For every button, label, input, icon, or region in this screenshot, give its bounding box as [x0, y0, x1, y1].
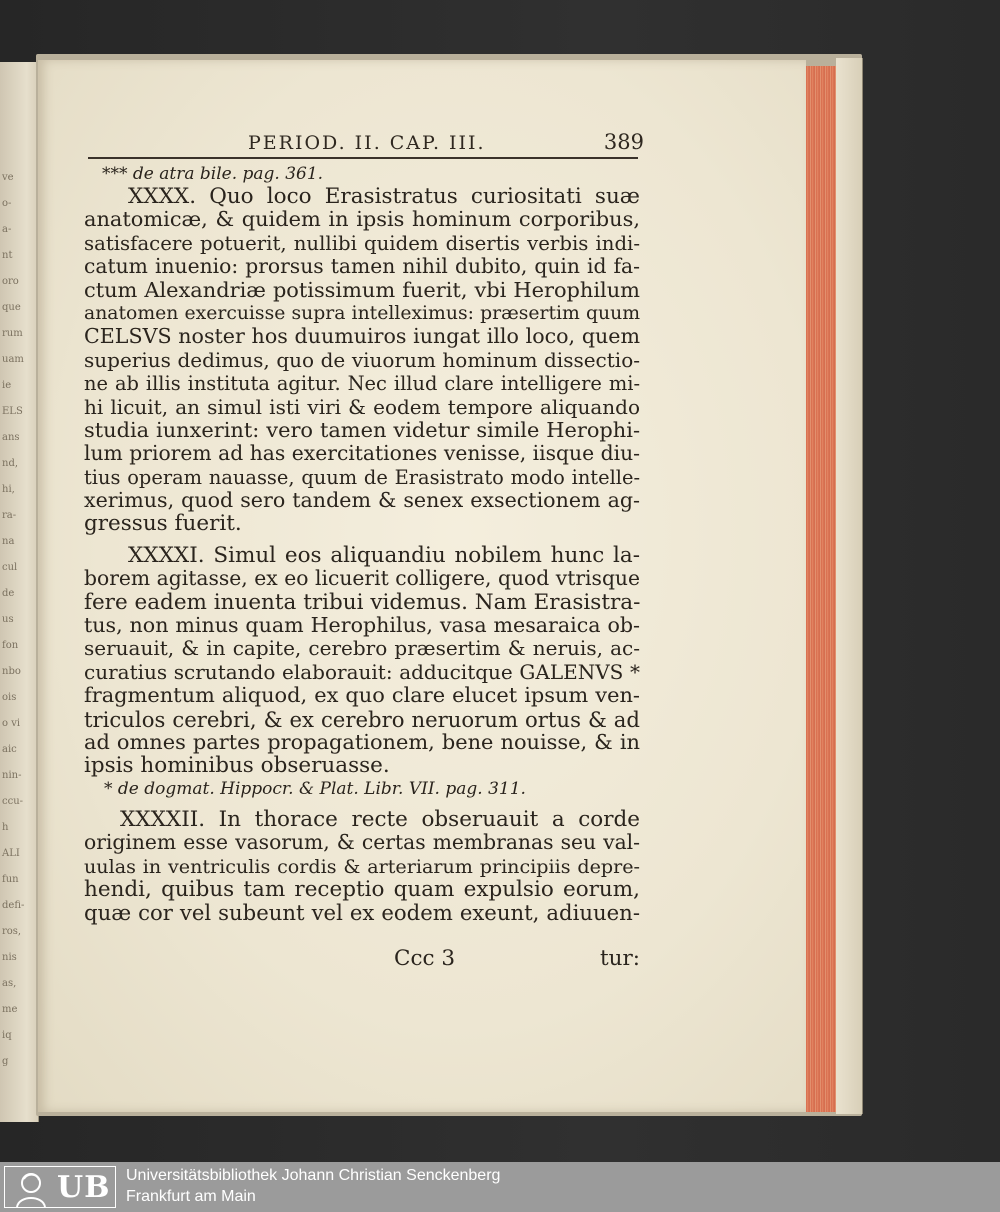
left-page-fragment: me — [2, 1004, 18, 1015]
text-line: fragmentum aliquod, ex quo clare elucet ipsum ven- — [84, 683, 640, 708]
text-line: superius dedimus, quo de viuorum hominum dissectio- — [84, 347, 640, 372]
running-head: PERIOD. II. CAP. III. — [248, 132, 486, 154]
left-page-fragment: ois — [2, 692, 17, 703]
left-page-fragment: de — [2, 588, 15, 599]
left-page-fragment: nin- — [2, 770, 22, 781]
left-page-fragment: a- — [2, 224, 12, 235]
text-line: fere eadem inuenta tribui videmus. Nam Erasistra- — [84, 589, 641, 615]
text-line: quæ cor vel subeunt vel ex eodem exeunt, adiuuen- — [84, 900, 640, 926]
ub-logo — [4, 1166, 116, 1208]
left-page-fragment: defi- — [2, 900, 25, 911]
left-page-edge — [0, 62, 39, 1122]
text-line: curatius scrutando elaborauit: adducitque GALENVS * — [84, 659, 640, 684]
text-line: hi licuit, an simul isti viri & eodem tempore aliquando — [84, 394, 640, 419]
left-page-fragment: oro — [2, 276, 19, 287]
left-page-fragment: hi, — [2, 484, 15, 495]
portrait-icon — [11, 1169, 51, 1207]
text-line: anatomicæ, & quidem in ipsis hominum corporibus, — [84, 207, 640, 232]
text-line: tius operam nauasse, quum de Erasistrato modo intelle- — [84, 465, 640, 489]
left-page-fragment: ros, — [2, 926, 22, 937]
text-line: catum inuenio: prorsus tamen nihil dubito, quin id fa- — [84, 254, 640, 279]
text-line: triculos cerebri, & ex cerebro neruorum ortus & ad — [84, 706, 640, 732]
body-text — [84, 163, 640, 925]
left-page-fragment: us — [2, 614, 14, 625]
left-page-fragment: rum — [2, 328, 23, 339]
left-page-fragment: o- — [2, 198, 12, 209]
left-page-fragment: ra- — [2, 510, 17, 521]
left-page-fragment: nd, — [2, 458, 19, 469]
page-edge-cover — [836, 58, 863, 1114]
signature-mark: Ccc 3 — [394, 946, 456, 971]
text-line: satisfacere potuerit, nullibi quidem disertis verbis indi- — [84, 231, 640, 255]
text-line: seruauit, & in capite, cerebro præsertim & neruis, ac- — [84, 636, 640, 661]
text-line: XXXX. Quo loco Erasistratus curiositati suæ — [128, 184, 640, 209]
page-footer — [84, 946, 640, 970]
left-page-fragment: cul — [2, 562, 18, 573]
left-page-fragment: ELS — [2, 406, 23, 417]
left-page-fragment: uam — [2, 354, 24, 365]
left-page-fragment: ans — [2, 432, 20, 443]
footnote: *** de atra bile. pag. 361. — [102, 164, 324, 184]
page-number: 389 — [603, 130, 644, 154]
text-line: CELSVS noster hos duumuiros iungat illo loco, quem — [84, 324, 640, 349]
text-line: hendi, quibus tam receptio quam expulsio eorum, — [84, 876, 640, 902]
left-page-fragment: g — [2, 1056, 9, 1067]
library-banner — [0, 1162, 1000, 1212]
left-page-fragment: o vi — [2, 718, 21, 729]
text-line: ad omnes partes propagationem, bene nouisse, & in — [84, 729, 640, 754]
header-rule — [88, 157, 638, 159]
text-line: xerimus, quod sero tandem & senex exsectionem ag- — [84, 488, 640, 513]
catchword: tur: — [599, 946, 640, 971]
left-page-fragment: ie — [2, 380, 12, 391]
left-page-fragment: iq — [2, 1030, 12, 1041]
text-line: tus, non minus quam Herophilus, vasa mesaraica ob- — [84, 613, 640, 638]
page-header — [88, 132, 644, 156]
left-page-fragment: ve — [2, 172, 14, 183]
footnote: * de dogmat. Hippocr. & Plat. Libr. VII. pag. 311. — [104, 778, 526, 799]
text-line: anatomen exercuisse supra intelleximus: præsertim quum — [84, 302, 640, 324]
text-line: XXXXI. Simul eos aliquandiu nobilem hunc la- — [128, 542, 640, 568]
left-page-fragment: as, — [2, 978, 17, 989]
text-line: gressus fuerit. — [84, 511, 242, 537]
text-line: ipsis hominibus obseruasse. — [84, 753, 390, 779]
text-line: lum priorem ad has exercitationes venisse, iisque diu- — [84, 441, 640, 466]
text-line: originem esse vasorum, & certas membranas seu val- — [84, 830, 640, 855]
left-page-fragment: na — [2, 536, 15, 547]
text-line: ctum Alexandriæ potissimum fuerit, vbi Herophilum — [84, 277, 640, 302]
library-city: Frankfurt am Main — [126, 1188, 256, 1205]
left-page-fragment: nt — [2, 250, 13, 261]
text-line: studia iunxerint: vero tamen videtur simile Herophi- — [84, 417, 640, 442]
library-name[interactable]: Universitätsbibliothek Johann Christian Senckenberg — [126, 1167, 501, 1184]
left-page-fragment: nis — [2, 952, 17, 963]
left-page-fragment: ALI — [2, 848, 20, 859]
left-page-fragment: ccu- — [2, 796, 24, 807]
logo-text: UB — [57, 1170, 111, 1205]
left-page-fragment: fon — [2, 640, 19, 651]
left-page-fragment: nbo — [2, 666, 21, 677]
left-page-fragment: aic — [2, 744, 17, 755]
text-line: uulas in ventriculis cordis & arteriarum principiis depre- — [84, 854, 640, 878]
page-edge-red — [806, 66, 838, 1112]
left-page-fragment: que — [2, 302, 21, 313]
text-line: borem agitasse, ex eo licuerit colligere, quod vtrisque — [84, 566, 640, 591]
text-line: XXXXII. In thorace recte obseruauit a corde — [120, 806, 640, 832]
left-page-fragment: h — [2, 822, 9, 833]
left-page-fragment: fun — [2, 874, 19, 885]
text-line: ne ab illis instituta agitur. Nec illud clare intelligere mi- — [84, 372, 640, 396]
